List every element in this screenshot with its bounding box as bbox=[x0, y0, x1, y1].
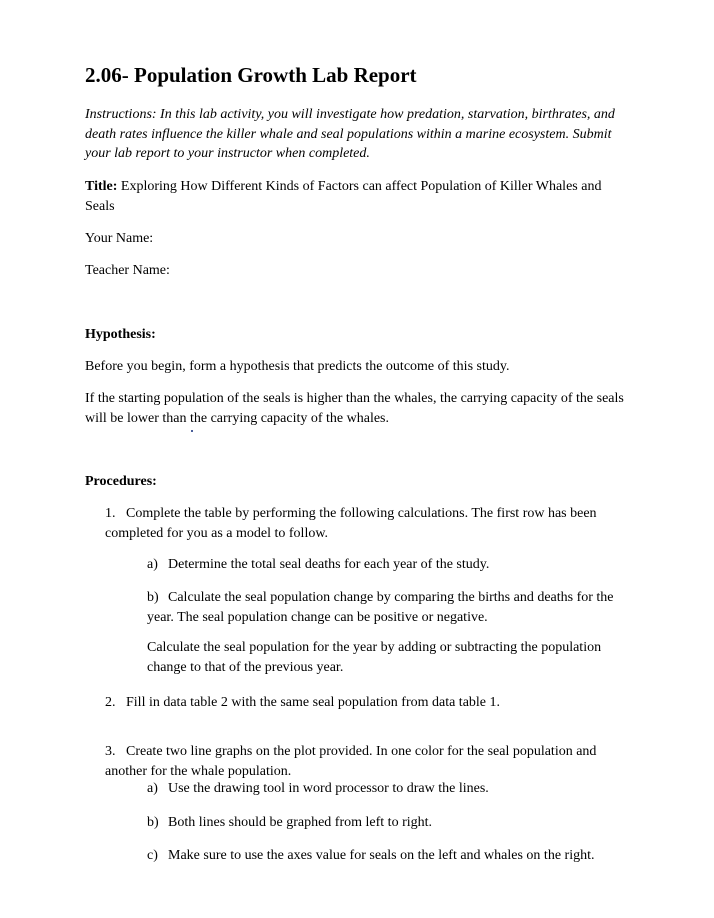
document-title: 2.06- Population Growth Lab Report bbox=[85, 63, 417, 87]
procedure-step-3 bbox=[105, 742, 625, 781]
step-1-sub-c bbox=[147, 638, 627, 677]
hypothesis-heading: Hypothesis: bbox=[85, 327, 156, 342]
step-text: Fill in data table 2 with the same seal population from data table 1. bbox=[126, 695, 501, 710]
step-1-sub-a bbox=[147, 555, 627, 575]
stray-mark bbox=[191, 430, 193, 432]
procedure-step-2 bbox=[105, 693, 625, 713]
sub-label: b) bbox=[147, 590, 159, 605]
hypothesis-prompt: Before you begin, form a hypothesis that predicts the outcome of this study. bbox=[85, 359, 510, 374]
sub-text: Calculate the seal population change by comparing the births and deaths for the year. The seal population change can be positive or negative. bbox=[147, 590, 614, 625]
step-3-sub-b bbox=[147, 813, 627, 833]
hypothesis-text: If the starting population of the seals is higher than the whales, the carrying capacity of the seals will be lower than the carrying capacity of the whales. bbox=[85, 391, 624, 426]
sub-label: a) bbox=[147, 781, 158, 796]
sub-text: Calculate the seal population for the year by adding or subtracting the population change to that of the previous year. bbox=[147, 640, 602, 675]
report-title-line bbox=[85, 177, 630, 216]
step-number: 3. bbox=[105, 744, 116, 759]
step-text: Create two line graphs on the plot provided. In one color for the seal population and another for the whale population. bbox=[105, 744, 597, 779]
procedures-heading: Procedures: bbox=[85, 474, 157, 489]
step-text: Complete the table by performing the following calculations. The first row has been completed for you as a model to follow. bbox=[105, 506, 597, 541]
sub-text: Both lines should be graphed from left to right. bbox=[168, 815, 433, 830]
step-3-sub-c bbox=[147, 846, 627, 866]
procedure-step-1 bbox=[105, 504, 625, 543]
step-3-sub-a bbox=[147, 779, 627, 799]
title-label: Title: bbox=[85, 179, 118, 194]
step-number: 1. bbox=[105, 506, 116, 521]
sub-label: a) bbox=[147, 557, 158, 572]
step-number: 2. bbox=[105, 695, 116, 710]
teacher-name-label: Teacher Name: bbox=[85, 263, 170, 278]
instructions-paragraph: Instructions: In this lab activity, you will investigate how predation, starvation, birthrates, and death rates influence the killer whale and seal populations within a marine ecosystem. Submit your lab report to your instructor when completed. bbox=[85, 107, 615, 161]
sub-label: c) bbox=[147, 848, 158, 863]
sub-label: b) bbox=[147, 815, 159, 830]
sub-text: Determine the total seal deaths for each year of the study. bbox=[168, 557, 490, 572]
title-value: Exploring How Different Kinds of Factors can affect Population of Killer Whales and Seals bbox=[85, 179, 602, 214]
step-1-sub-b bbox=[147, 588, 627, 627]
sub-text: Make sure to use the axes value for seals on the left and whales on the right. bbox=[168, 848, 595, 863]
your-name-label: Your Name: bbox=[85, 231, 154, 246]
sub-text: Use the drawing tool in word processor to draw the lines. bbox=[168, 781, 489, 796]
